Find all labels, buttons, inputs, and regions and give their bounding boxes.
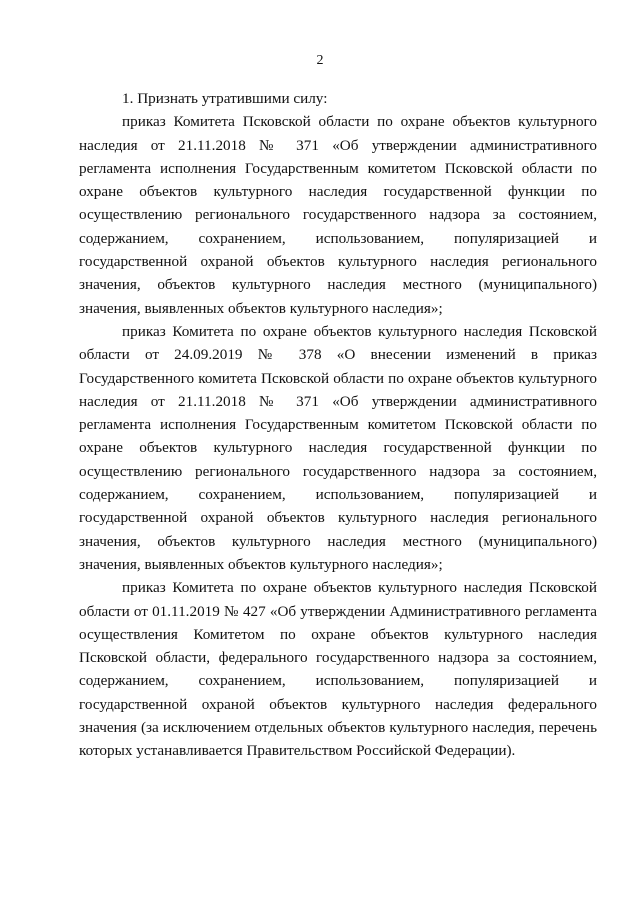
page-number: 2	[316, 53, 324, 68]
paragraph-item-1: 1. Признать утратившими силу:	[122, 90, 328, 107]
paragraph-order-378: приказ Комитета по охране объектов культурного наследия Псковской области от 24.09.2019 № 378 «О внесении изменений в приказ Государственного комитета Псковской области по охране объектов культурного наследия от 21.11.2018 № 371 «Об утверждении административного регламента исполнения Государственным комитетом Псковской области по охране объектов культурного наследия государственной функции по осуществлению регионального государственного надзора за состоянием, содержанием, сохранением, использованием, популяризацией и государственной охраной объектов культурного наследия регионального значения, объектов культурного наследия местного (муниципального) значения, выявленных объектов культурного наследия»;	[79, 322, 597, 573]
document-body	[79, 87, 597, 763]
paragraph-order-427: приказ Комитета по охране объектов культурного наследия Псковской области от 01.11.2019 № 427 «Об утверждении Административного регламента осуществления Комитетом по охране объектов культурного наследия Псковской области, федерального государственного надзора за состоянием, содержанием, сохранением, использованием, популяризацией и государственной охраной объектов культурного наследия федерального значения (за исключением отдельных объектов культурного наследия, перечень которых устанавливается Правительством Российской Федерации).	[79, 579, 597, 760]
paragraph-order-371: приказ Комитета Псковской области по охране объектов культурного наследия от 21.11.2018 № 371 «Об утверждении административного регламента исполнения Государственным комитетом Псковской области по охране объектов культурного наследия государственной функции по осуществлению регионального государственного надзора за состоянием, содержанием, сохранением, использованием, популяризацией и государственной охраной объектов культурного наследия регионального значения, объектов культурного наследия местного (муниципального) значения, выявленных объектов культурного наследия»;	[79, 113, 597, 317]
